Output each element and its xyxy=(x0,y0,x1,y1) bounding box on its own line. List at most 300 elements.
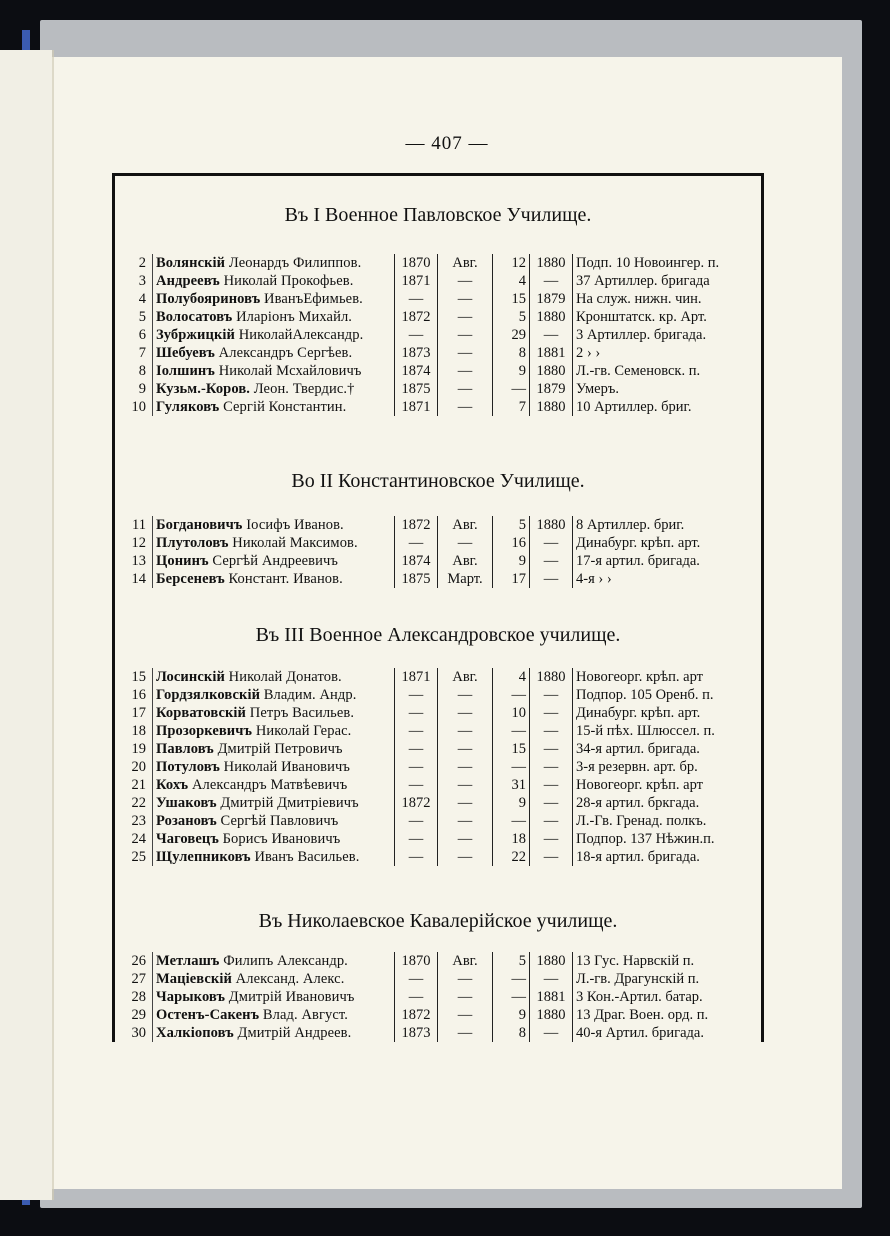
given-name: Борисъ Ивановичъ xyxy=(222,831,341,847)
section-table-pavlovsk xyxy=(107,254,749,416)
destination: Новогеорг. крѣп. арт xyxy=(576,669,703,685)
given-name: Николай Мсхайловичъ xyxy=(218,363,362,379)
entry-year: — xyxy=(395,326,438,344)
student-name xyxy=(153,362,395,380)
row-number: 15 xyxy=(107,668,153,686)
table-row xyxy=(107,952,749,970)
entry-day: 9 xyxy=(493,794,530,812)
student-name xyxy=(153,344,395,362)
entry-month: — xyxy=(438,326,493,344)
destination: На служ. нижн. чин. xyxy=(576,291,702,307)
entry-year: — xyxy=(395,776,438,794)
surname: Розановъ xyxy=(156,813,217,829)
row-number: 14 xyxy=(107,570,153,588)
row-number: 23 xyxy=(107,812,153,830)
destination: 28-я артил. бркгада. xyxy=(576,795,700,811)
destination: 3-я резервн. арт. бр. xyxy=(576,759,698,775)
exit-year: 1880 xyxy=(530,1006,573,1024)
student-name xyxy=(153,1024,395,1042)
table-frame xyxy=(112,173,764,1042)
surname: Берсеневъ xyxy=(156,571,225,587)
entry-day: — xyxy=(493,758,530,776)
entry-month: — xyxy=(438,848,493,866)
row-number: 9 xyxy=(107,380,153,398)
entry-day: 16 xyxy=(493,534,530,552)
student-name xyxy=(153,326,395,344)
given-name: Леонардъ Филиппов. xyxy=(228,255,362,271)
row-number: 8 xyxy=(107,362,153,380)
entry-month: — xyxy=(438,290,493,308)
entry-month: Авг. xyxy=(438,668,493,686)
entry-day: — xyxy=(493,970,530,988)
entry-day: 7 xyxy=(493,398,530,416)
given-name: Николай Герас. xyxy=(255,723,352,739)
destination: Подпор. 137 Нѣжин.п. xyxy=(576,831,715,847)
exit-year: — xyxy=(530,704,573,722)
destination: 34-я артил. бригада. xyxy=(576,741,700,757)
entry-month: Март. xyxy=(438,570,493,588)
surname: Ушаковъ xyxy=(156,795,217,811)
destination: 15-й пѣх. Шлюссел. п. xyxy=(576,723,715,739)
exit-year: — xyxy=(530,740,573,758)
entry-year: 1872 xyxy=(395,308,438,326)
table-row xyxy=(107,570,749,588)
destination: 3 Кон.-Артил. батар. xyxy=(576,989,703,1005)
surname: Цонинъ xyxy=(156,553,209,569)
entry-year: — xyxy=(395,740,438,758)
entry-year: 1872 xyxy=(395,516,438,534)
entry-year: 1872 xyxy=(395,1006,438,1024)
surname: Андреевъ xyxy=(156,273,220,289)
entry-day: — xyxy=(493,812,530,830)
entry-month: Авг. xyxy=(438,952,493,970)
exit-year: 1880 xyxy=(530,362,573,380)
destination: 8 Артиллер. бриг. xyxy=(576,517,685,533)
entry-day: 29 xyxy=(493,326,530,344)
table-row xyxy=(107,830,749,848)
entry-month: — xyxy=(438,686,493,704)
surname: Гуляковъ xyxy=(156,399,220,415)
destination: Л.-Гв. Гренад. полкъ. xyxy=(576,813,707,829)
surname: Павловъ xyxy=(156,741,214,757)
row-number: 19 xyxy=(107,740,153,758)
table-row xyxy=(107,534,749,552)
entry-month: — xyxy=(438,722,493,740)
table-row xyxy=(107,290,749,308)
surname: Волосатовъ xyxy=(156,309,233,325)
entry-day: 12 xyxy=(493,254,530,272)
given-name: Дмитрій Андреев. xyxy=(237,1025,352,1041)
student-name xyxy=(153,722,395,740)
entry-year: — xyxy=(395,534,438,552)
row-number: 5 xyxy=(107,308,153,326)
table-row xyxy=(107,722,749,740)
section-title-pavlovsk: Въ I Военное Павловское Училище. xyxy=(284,204,592,226)
section-title-konstantin: Во II Константиновское Училище. xyxy=(291,470,585,492)
entry-day: 18 xyxy=(493,830,530,848)
destination: Л.-гв. Драгунскій п. xyxy=(576,971,700,987)
given-name: Иванъ Васильев. xyxy=(254,849,360,865)
row-number: 22 xyxy=(107,794,153,812)
entry-day: — xyxy=(493,722,530,740)
table-row xyxy=(107,740,749,758)
section-title-nikolaev: Въ Николаевское Кавалерійское училище. xyxy=(258,910,618,932)
student-name xyxy=(153,308,395,326)
row-number: 7 xyxy=(107,344,153,362)
section-title-aleksandrov: Въ III Военное Александровское училище. xyxy=(255,624,621,646)
exit-year: — xyxy=(530,970,573,988)
student-name xyxy=(153,1006,395,1024)
destination: 17-я артил. бригада. xyxy=(576,553,700,569)
entry-year: — xyxy=(395,848,438,866)
table-row xyxy=(107,758,749,776)
destination: 37 Артиллер. бригада xyxy=(576,273,710,289)
entry-day: — xyxy=(493,380,530,398)
row-number: 24 xyxy=(107,830,153,848)
row-number: 18 xyxy=(107,722,153,740)
student-name xyxy=(153,290,395,308)
table-row xyxy=(107,668,749,686)
entry-day: 8 xyxy=(493,344,530,362)
student-name xyxy=(153,952,395,970)
student-name xyxy=(153,380,395,398)
entry-day: 4 xyxy=(493,668,530,686)
entry-year: — xyxy=(395,812,438,830)
destination: Подп. 10 Новоингер. п. xyxy=(576,255,720,271)
surname: Щулепниковъ xyxy=(156,849,251,865)
student-name xyxy=(153,970,395,988)
row-number: 20 xyxy=(107,758,153,776)
entry-year: — xyxy=(395,686,438,704)
given-name: Николай Максимов. xyxy=(232,535,358,551)
surname: Корватовскій xyxy=(156,705,247,721)
entry-month: — xyxy=(438,758,493,776)
student-name xyxy=(153,516,395,534)
destination: 3 Артиллер. бригада. xyxy=(576,327,707,343)
entry-day: 9 xyxy=(493,362,530,380)
entry-month: — xyxy=(438,272,493,290)
student-name xyxy=(153,686,395,704)
entry-month: — xyxy=(438,1024,493,1042)
surname: Волянскій xyxy=(156,255,226,271)
exit-year: 1881 xyxy=(530,344,573,362)
exit-year: 1880 xyxy=(530,516,573,534)
given-name: Николай Ивановичъ xyxy=(223,759,350,775)
page-number: — 407 — xyxy=(405,133,489,154)
row-number: 25 xyxy=(107,848,153,866)
entry-day: 5 xyxy=(493,516,530,534)
table-row xyxy=(107,988,749,1006)
given-name: Александръ Матвѣевичъ xyxy=(191,777,348,793)
student-name xyxy=(153,398,395,416)
row-number: 21 xyxy=(107,776,153,794)
section-table-nikolaev xyxy=(107,952,749,1042)
student-name xyxy=(153,740,395,758)
entry-year: 1871 xyxy=(395,398,438,416)
surname: Халкіоповъ xyxy=(156,1025,234,1041)
destination: 4-я › › xyxy=(576,571,612,587)
entry-year: 1870 xyxy=(395,952,438,970)
given-name: Александ. Алекс. xyxy=(235,971,345,987)
entry-month: — xyxy=(438,704,493,722)
given-name: Дмитрій Дмитріевичъ xyxy=(220,795,359,811)
entry-year: — xyxy=(395,970,438,988)
surname: Зубржицкій xyxy=(156,327,235,343)
exit-year: — xyxy=(530,534,573,552)
row-number: 29 xyxy=(107,1006,153,1024)
destination: 13 Гус. Нарвскій п. xyxy=(576,953,695,969)
destination: Динабург. крѣп. арт. xyxy=(576,535,701,551)
table-row xyxy=(107,308,749,326)
destination: 13 Драг. Воен. орд. п. xyxy=(576,1007,709,1023)
entry-month: Авг. xyxy=(438,516,493,534)
surname: Шебуевъ xyxy=(156,345,215,361)
given-name: Николай Прокофьев. xyxy=(223,273,354,289)
exit-year: — xyxy=(530,552,573,570)
table-row xyxy=(107,326,749,344)
exit-year: — xyxy=(530,794,573,812)
student-name xyxy=(153,570,395,588)
table-row xyxy=(107,686,749,704)
entry-month: — xyxy=(438,308,493,326)
destination: 18-я артил. бригада. xyxy=(576,849,700,865)
table-row xyxy=(107,776,749,794)
surname: Кохъ xyxy=(156,777,189,793)
surname: Іолшинъ xyxy=(156,363,215,379)
entry-day: 31 xyxy=(493,776,530,794)
student-name xyxy=(153,776,395,794)
entry-year: — xyxy=(395,758,438,776)
row-number: 17 xyxy=(107,704,153,722)
exit-year: — xyxy=(530,758,573,776)
destination: 10 Артиллер. бриг. xyxy=(576,399,692,415)
exit-year: — xyxy=(530,326,573,344)
row-number: 30 xyxy=(107,1024,153,1042)
entry-month: — xyxy=(438,740,493,758)
table-row xyxy=(107,344,749,362)
given-name: Дмитрій Петровичъ xyxy=(217,741,343,757)
row-number: 12 xyxy=(107,534,153,552)
entry-year: — xyxy=(395,704,438,722)
table-row xyxy=(107,516,749,534)
row-number: 10 xyxy=(107,398,153,416)
surname: Полубояриновъ xyxy=(156,291,261,307)
exit-year: 1880 xyxy=(530,952,573,970)
exit-year: — xyxy=(530,722,573,740)
surname: Метлашъ xyxy=(156,953,220,969)
row-number: 26 xyxy=(107,952,153,970)
row-number: 27 xyxy=(107,970,153,988)
table-row xyxy=(107,970,749,988)
destination: 2 › › xyxy=(576,345,601,361)
entry-year: — xyxy=(395,290,438,308)
entry-year: — xyxy=(395,988,438,1006)
section-table-konstantin xyxy=(107,516,749,588)
entry-day: 5 xyxy=(493,308,530,326)
entry-month: — xyxy=(438,794,493,812)
given-name: Влад. Август. xyxy=(262,1007,348,1023)
given-name: Иларіонъ Михайл. xyxy=(236,309,353,325)
entry-year: — xyxy=(395,722,438,740)
table-row xyxy=(107,1024,749,1042)
destination: 40-я Артил. бригада. xyxy=(576,1025,704,1041)
given-name: Александръ Сергѣев. xyxy=(218,345,353,361)
exit-year: 1879 xyxy=(530,290,573,308)
given-name: НиколайАлександр. xyxy=(238,327,364,343)
table-row xyxy=(107,362,749,380)
entry-year: 1874 xyxy=(395,362,438,380)
student-name xyxy=(153,704,395,722)
entry-year: 1870 xyxy=(395,254,438,272)
entry-month: — xyxy=(438,344,493,362)
entry-day: 5 xyxy=(493,952,530,970)
given-name: ИванъЕфимьев. xyxy=(264,291,363,307)
destination: Подпор. 105 Оренб. п. xyxy=(576,687,714,703)
entry-day: 22 xyxy=(493,848,530,866)
given-name: Сергій Константин. xyxy=(223,399,347,415)
exit-year: 1880 xyxy=(530,668,573,686)
entry-day: 8 xyxy=(493,1024,530,1042)
entry-year: — xyxy=(395,830,438,848)
table-row xyxy=(107,812,749,830)
given-name: Петръ Васильев. xyxy=(249,705,355,721)
entry-year: 1875 xyxy=(395,570,438,588)
exit-year: — xyxy=(530,272,573,290)
table-row xyxy=(107,272,749,290)
row-number: 6 xyxy=(107,326,153,344)
exit-year: 1880 xyxy=(530,308,573,326)
entry-year: 1871 xyxy=(395,668,438,686)
student-name xyxy=(153,988,395,1006)
table-row xyxy=(107,552,749,570)
entry-day: — xyxy=(493,988,530,1006)
surname: Потуловъ xyxy=(156,759,220,775)
surname: Прозоркевичъ xyxy=(156,723,253,739)
entry-year: 1874 xyxy=(395,552,438,570)
given-name: Николай Донатов. xyxy=(228,669,342,685)
student-name xyxy=(153,758,395,776)
entry-day: 15 xyxy=(493,740,530,758)
surname: Чарыковъ xyxy=(156,989,226,1005)
entry-month: — xyxy=(438,1006,493,1024)
given-name: Сергѣй Андреевичъ xyxy=(212,553,338,569)
destination: Кронштатск. кр. Арт. xyxy=(576,309,707,325)
exit-year: 1879 xyxy=(530,380,573,398)
entry-month: — xyxy=(438,812,493,830)
row-number: 3 xyxy=(107,272,153,290)
student-name xyxy=(153,794,395,812)
surname: Богдановичъ xyxy=(156,517,243,533)
row-number: 4 xyxy=(107,290,153,308)
entry-month: — xyxy=(438,988,493,1006)
entry-year: 1875 xyxy=(395,380,438,398)
entry-day: — xyxy=(493,686,530,704)
given-name: Дмитрій Ивановичъ xyxy=(228,989,355,1005)
table-row xyxy=(107,1006,749,1024)
surname: Гордзялковскій xyxy=(156,687,261,703)
entry-year: 1872 xyxy=(395,794,438,812)
entry-year: 1873 xyxy=(395,344,438,362)
table-row xyxy=(107,704,749,722)
row-number: 11 xyxy=(107,516,153,534)
entry-day: 9 xyxy=(493,552,530,570)
table-row xyxy=(107,398,749,416)
book-page xyxy=(52,57,842,1189)
section-table-aleksandrov xyxy=(107,668,749,866)
table-row xyxy=(107,794,749,812)
given-name: Сергѣй Павловичъ xyxy=(220,813,339,829)
destination: Умеръ. xyxy=(576,381,619,397)
entry-month: — xyxy=(438,534,493,552)
given-name: Филипъ Александр. xyxy=(223,953,348,969)
student-name xyxy=(153,668,395,686)
row-number: 28 xyxy=(107,988,153,1006)
student-name xyxy=(153,848,395,866)
entry-month: — xyxy=(438,380,493,398)
table-row xyxy=(107,380,749,398)
row-number: 16 xyxy=(107,686,153,704)
student-name xyxy=(153,254,395,272)
table-row xyxy=(107,848,749,866)
exit-year: 1880 xyxy=(530,398,573,416)
entry-day: 9 xyxy=(493,1006,530,1024)
student-name xyxy=(153,272,395,290)
surname: Чаговецъ xyxy=(156,831,219,847)
surname: Кузьм.-Коров. xyxy=(156,381,250,397)
entry-month: Авг. xyxy=(438,552,493,570)
destination: Л.-гв. Семеновск. п. xyxy=(576,363,701,379)
entry-day: 10 xyxy=(493,704,530,722)
given-name: Владим. Андр. xyxy=(263,687,357,703)
entry-year: 1871 xyxy=(395,272,438,290)
exit-year: — xyxy=(530,830,573,848)
entry-day: 17 xyxy=(493,570,530,588)
student-name xyxy=(153,830,395,848)
row-number: 13 xyxy=(107,552,153,570)
exit-year: — xyxy=(530,812,573,830)
entry-day: 15 xyxy=(493,290,530,308)
surname: Плутоловъ xyxy=(156,535,229,551)
left-page-edge xyxy=(0,50,54,1200)
student-name xyxy=(153,534,395,552)
entry-month: — xyxy=(438,970,493,988)
entry-year: 1873 xyxy=(395,1024,438,1042)
surname: Маціевскій xyxy=(156,971,232,987)
destination: Динабург. крѣп. арт. xyxy=(576,705,701,721)
given-name: Іосифъ Иванов. xyxy=(246,517,344,533)
entry-month: — xyxy=(438,830,493,848)
exit-year: 1880 xyxy=(530,254,573,272)
exit-year: 1881 xyxy=(530,988,573,1006)
surname: Лосинскій xyxy=(156,669,225,685)
exit-year: — xyxy=(530,848,573,866)
exit-year: — xyxy=(530,776,573,794)
student-name xyxy=(153,812,395,830)
exit-year: — xyxy=(530,1024,573,1042)
entry-month: — xyxy=(438,362,493,380)
exit-year: — xyxy=(530,570,573,588)
entry-month: Авг. xyxy=(438,254,493,272)
entry-month: — xyxy=(438,398,493,416)
surname: Остенъ-Сакенъ xyxy=(156,1007,260,1023)
table-row xyxy=(107,254,749,272)
entry-month: — xyxy=(438,776,493,794)
given-name: Леон. Твердис.† xyxy=(253,381,355,397)
exit-year: — xyxy=(530,686,573,704)
given-name: Констант. Иванов. xyxy=(228,571,343,587)
destination: Новогеорг. крѣп. арт xyxy=(576,777,703,793)
row-number: 2 xyxy=(107,254,153,272)
